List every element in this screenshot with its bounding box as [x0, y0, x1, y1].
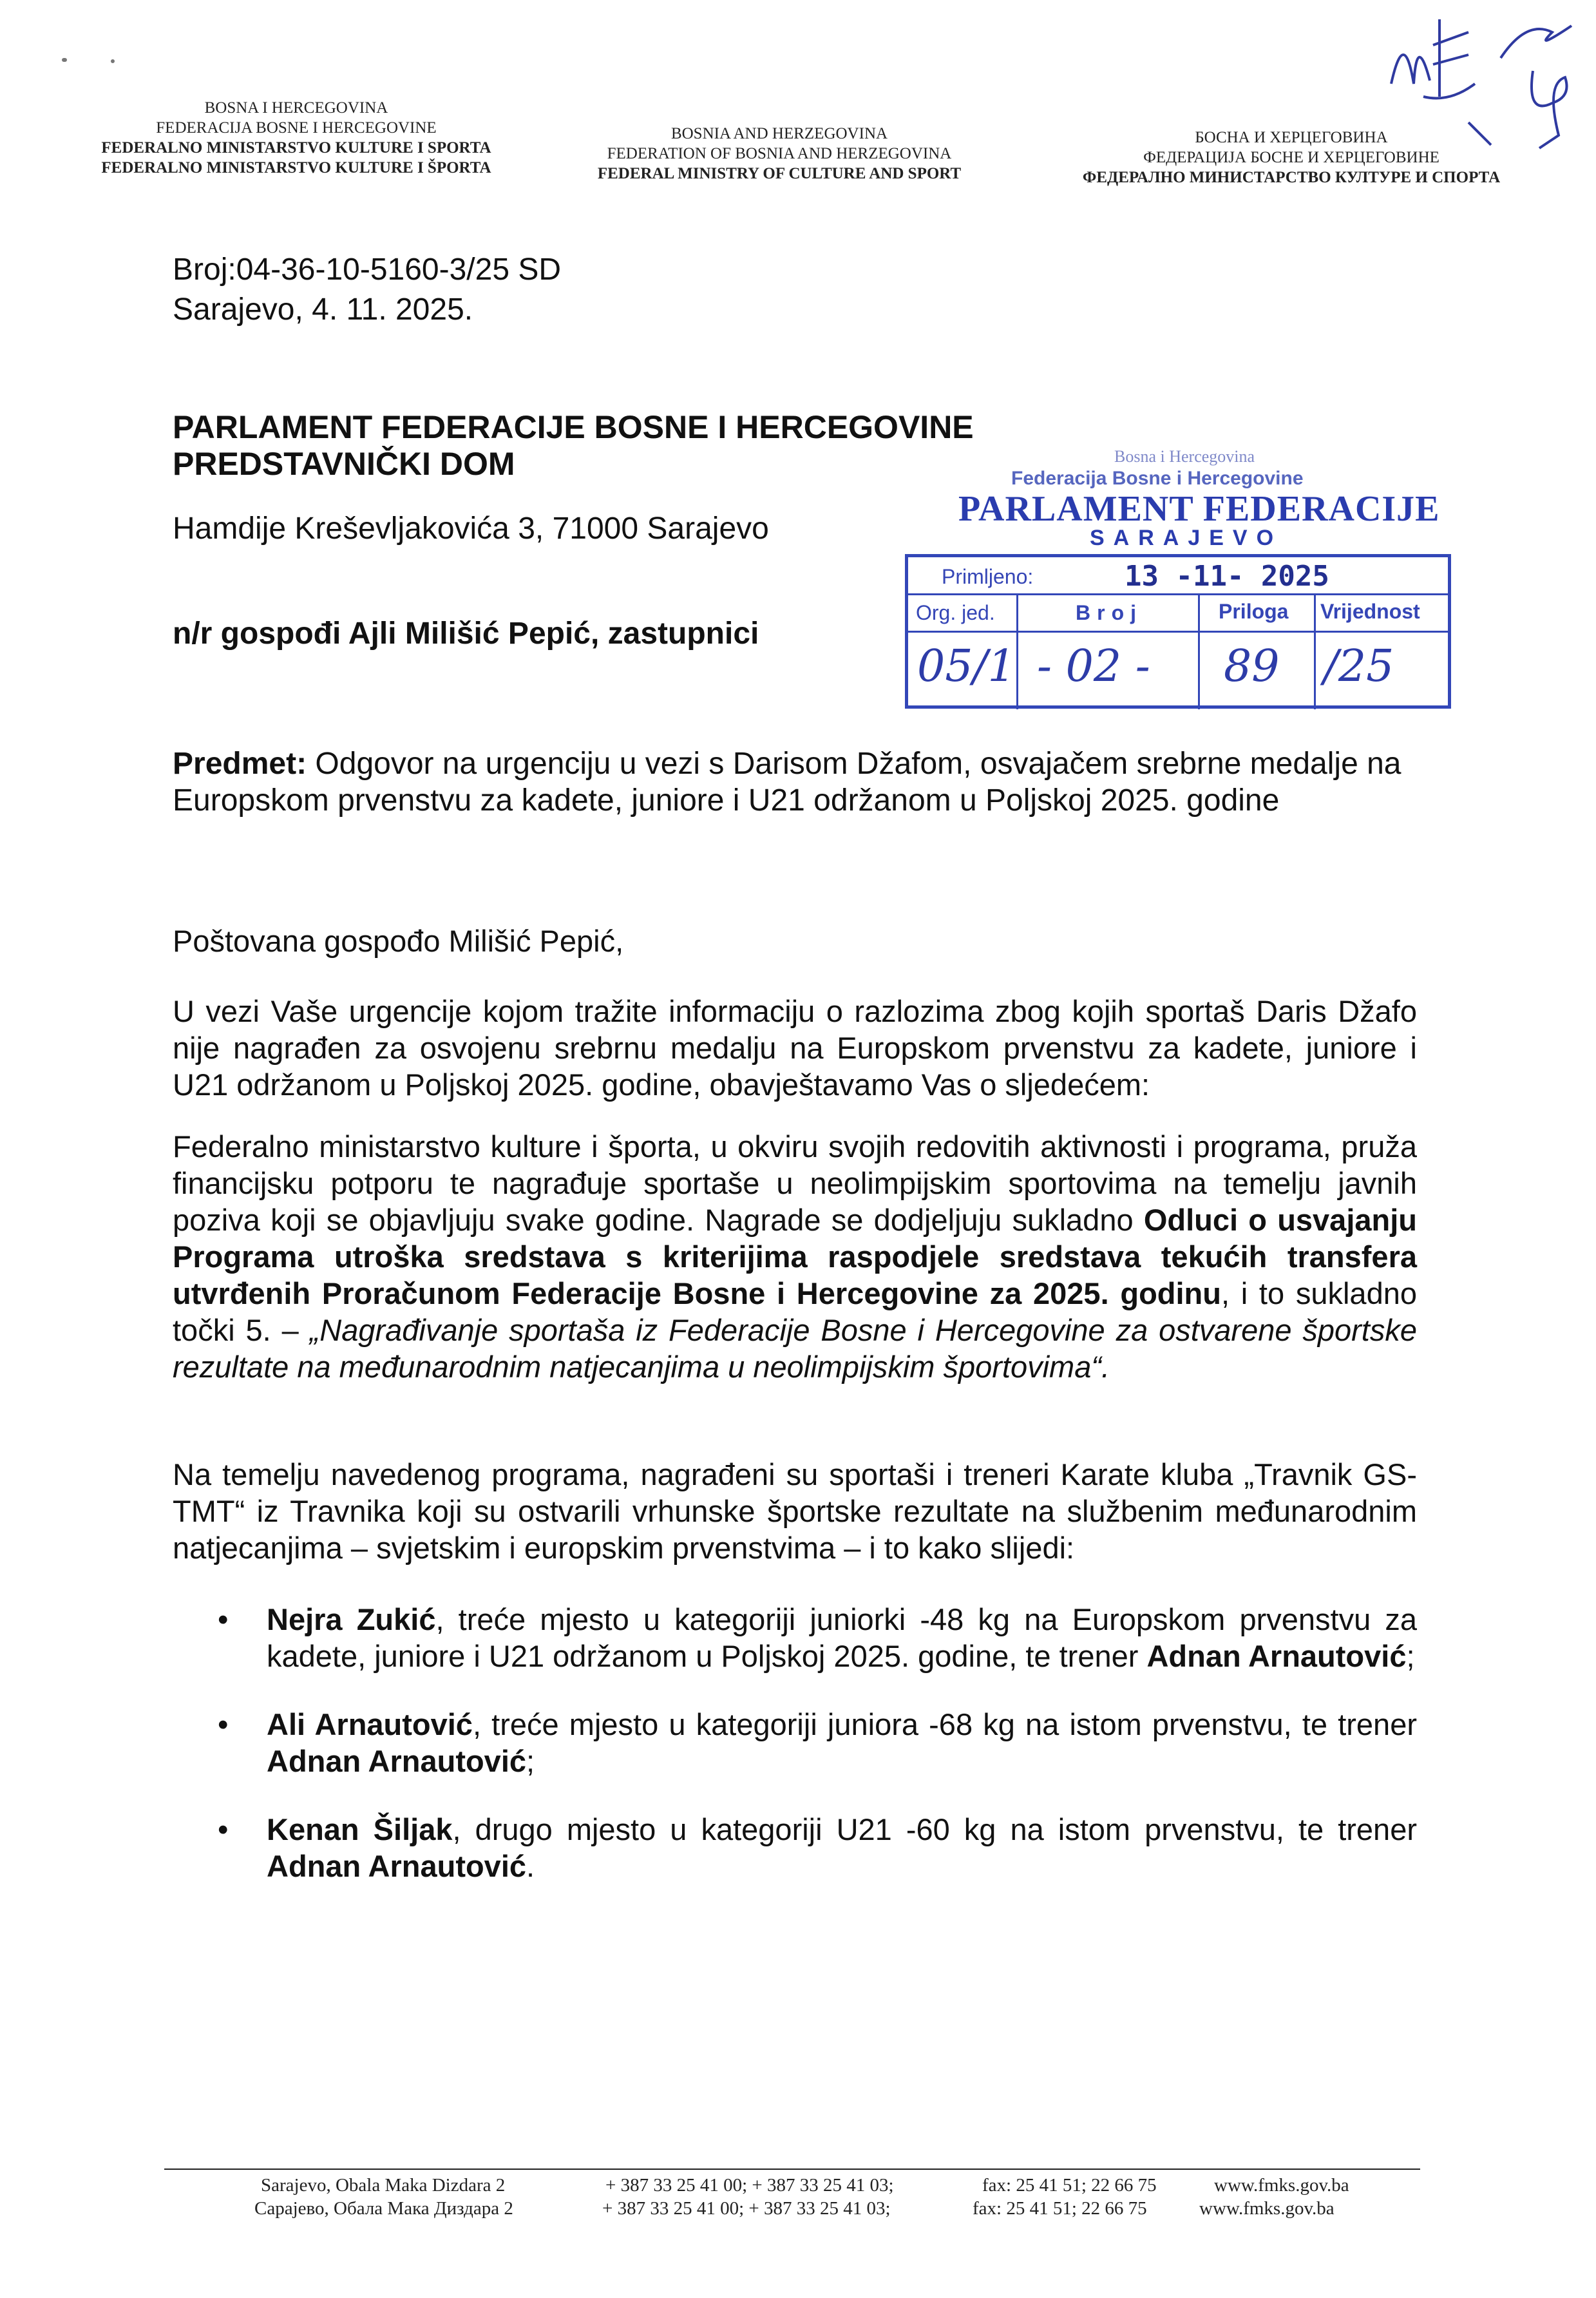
letterhead-center-line: BOSNIA AND HERZEGOVINA	[670, 125, 888, 142]
paragraph-3: Na temelju navedenog programa, nagrađeni su sportaši i treneri Karate kluba „Travnik GS-TMT“ iz Travnika koji su ostvarili vrhunske športske rezultate na službenim međunarodnim natjecanjima – svjetskim i europskim prvenstvima – i to kako slijedi:	[173, 1457, 1417, 1565]
reference-number: Broj:04-36-10-5160-3/25 SD	[173, 253, 562, 287]
footer-fax: fax: 25 41 51; 22 66 75	[982, 2175, 1157, 2196]
subject-text: Odgovor na urgenciju u vezi s Darisom Džafom, osvajačem srebrne medalje na Europskom prvenstvu za kadete, juniore i U21 održanom u Poljskoj 2025. godine	[173, 747, 1401, 818]
letterhead-left-line: BOSNA I HERCEGOVINA	[204, 99, 388, 117]
bullet-icon: •	[218, 1707, 229, 1741]
letterhead-center-line: FEDERATION OF BOSNIA AND HERZEGOVINA	[607, 145, 952, 162]
coach-name: Adnan Arnautović	[1146, 1639, 1407, 1673]
stamp-col-divider	[1314, 593, 1316, 709]
bullet-icon: •	[218, 1812, 229, 1846]
stamp-row-divider	[908, 631, 1448, 633]
paragraph-2	[173, 1128, 1417, 1385]
program-point-title: „Nagrađivanje sportaša iz Federacije Bosne i Hercegovine za ostvarene športske rezultate na međunarodnim natjecanjima u neolimpijskim športovima“.	[173, 1313, 1417, 1384]
stamp-header-value: Vrijednost	[1320, 600, 1420, 623]
athlete-name: Ali Arnautović	[267, 1707, 473, 1741]
footer-phones: + 387 33 25 41 00; + 387 33 25 41 03;	[605, 2175, 894, 2196]
result-text: , treće mjesto u kategoriji juniorki -48 kg na Europskom prvenstvu za kadete, juniore i U21 održanom u Poljskoj 2025. godine, te trener	[267, 1602, 1418, 1673]
stamp-value-number: - 02 -	[1037, 641, 1150, 692]
stamp-line2: Federacija Bosne i Hercegovine	[1011, 468, 1304, 489]
letterhead-right-line: ФЕДЕРАЦИЈА БОСНЕ И ХЕРЦЕГОВИНЕ	[1143, 149, 1439, 166]
stamp-header-attachments: Priloga	[1219, 600, 1289, 623]
footer-website: www.fmks.gov.ba	[1199, 2198, 1335, 2219]
bullet-icon: •	[218, 1602, 229, 1636]
reception-stamp-box	[905, 554, 1451, 709]
stamp-line1: Bosna i Hercegovina	[1114, 447, 1255, 466]
list-item	[173, 1811, 1417, 1884]
stamp-col-divider	[1016, 593, 1018, 709]
stamp-col-divider	[1198, 593, 1200, 709]
recipient-line2: PREDSTAVNIČKI DOM	[173, 446, 515, 482]
footer-address-latin: Sarajevo, Obala Maka Dizdara 2	[261, 2175, 506, 2196]
recipient-address: Hamdije Kreševljakovića 3, 71000 Sarajevo	[173, 512, 769, 546]
stamp-header-number: Broj	[1076, 601, 1143, 624]
result-text: , drugo mjesto u kategoriji U21 -60 kg na istom prvenstvu, te trener	[452, 1812, 1417, 1846]
recipient-line1: PARLAMENT FEDERACIJE BOSNE I HERCEGOVINE	[173, 409, 974, 445]
paragraph-1: U vezi Vaše urgencije kojom tražite informaciju o razlozima zbog kojih sportaš Daris Džafo nije nagrađen za osvojenu srebrnu medalju na Europskom prvenstvu za kadete, juniore i U21 održanom u Poljskoj 2025. godine, obavještavamo Vas o sljedećem:	[173, 994, 1417, 1102]
scan-speck	[62, 58, 67, 62]
stamp-value-value: /25	[1324, 641, 1394, 692]
decision-title: Odluci o usvajanju Programa utroška sredstava s kriterijima raspodjele sredstava tekućih transfera utvrđenih Proračunom Federacije Bosne i Hercegovine za 2025. godinu	[173, 1203, 1417, 1310]
item-end: ;	[526, 1744, 535, 1778]
footer-phones: + 387 33 25 41 00; + 387 33 25 41 03;	[602, 2198, 891, 2219]
stamp-line3: PARLAMENT FEDERACIJE	[958, 489, 1440, 529]
athlete-name: Nejra Zukić	[267, 1602, 436, 1636]
letterhead-left-line: FEDERALNO MINISTARSTVO KULTURE I SPORTA	[101, 139, 491, 157]
footer-website: www.fmks.gov.ba	[1214, 2175, 1349, 2196]
footer-fax: fax: 25 41 51; 22 66 75	[973, 2198, 1147, 2219]
footer-address-cyrillic: Сарајево, Обала Мака Диздара 2	[254, 2198, 513, 2219]
paragraph-2-text: Federalno ministarstvo kulture i športa, u okviru svojih redovitih aktivnosti i programa, pruža financijsku potporu te nagrađuje sportaše u neolimpijskim sportovima na temelju javnih poziva koji se objavljuju svake godine. Nagrade se dodjeljuju sukladno	[173, 1129, 1417, 1237]
stamp-value-attachments: 89	[1224, 641, 1280, 692]
letterhead-left	[45, 98, 547, 178]
stamp-received-label: Primljeno:	[942, 565, 1034, 588]
paragraph-2-text: , i to sukladno točki 5. –	[173, 1276, 1417, 1347]
letterhead-center-line: FEDERAL MINISTRY OF CULTURE AND SPORT	[597, 165, 962, 182]
list-item	[173, 1706, 1417, 1779]
stamp-value-org: 05/1	[917, 641, 1016, 692]
stamp-row-divider	[908, 593, 1448, 595]
recipient-attention: n/r gospođi Ajli Milišić Pepić, zastupnici	[173, 617, 759, 651]
athlete-name: Kenan Šiljak	[267, 1812, 453, 1846]
subject-label: Predmet:	[173, 747, 307, 781]
item-end: .	[526, 1849, 535, 1883]
letterhead-right-line: БОСНА И ХЕРЦЕГОВИНА	[1195, 129, 1388, 146]
coach-name: Adnan Arnautović	[267, 1849, 527, 1883]
letterhead-right	[1031, 128, 1552, 187]
letterhead-left-line: FEDERALNO MINISTARSTVO KULTURE I ŠPORTA	[101, 159, 491, 177]
item-end: ;	[1406, 1639, 1415, 1673]
stamp-line4: SARAJEVO	[1090, 526, 1283, 550]
stamp-header-org: Org. jed.	[916, 601, 995, 624]
coach-name: Adnan Arnautović	[267, 1744, 527, 1778]
list-item	[173, 1601, 1417, 1674]
subject	[173, 745, 1417, 819]
scan-speck	[111, 59, 115, 63]
place-date: Sarajevo, 4. 11. 2025.	[173, 292, 473, 327]
letterhead-right-line: ФЕДЕРАЛНО МИНИСТАРСТВО КУЛТУРЕ И СПОРТА	[1082, 169, 1501, 186]
letterhead-center	[560, 124, 998, 184]
result-text: , treće mjesto u kategoriji juniora -68 kg na istom prvenstvu, te trener	[472, 1707, 1417, 1741]
awarded-athletes-list	[173, 1601, 1417, 1916]
salutation: Poštovana gospođo Milišić Pepić,	[173, 924, 624, 958]
footer-divider	[164, 2169, 1420, 2170]
letterhead-left-line: FEDERACIJA BOSNE I HERCEGOVINE	[156, 119, 437, 137]
stamp-received-date: 13 -11- 2025	[1125, 560, 1329, 593]
